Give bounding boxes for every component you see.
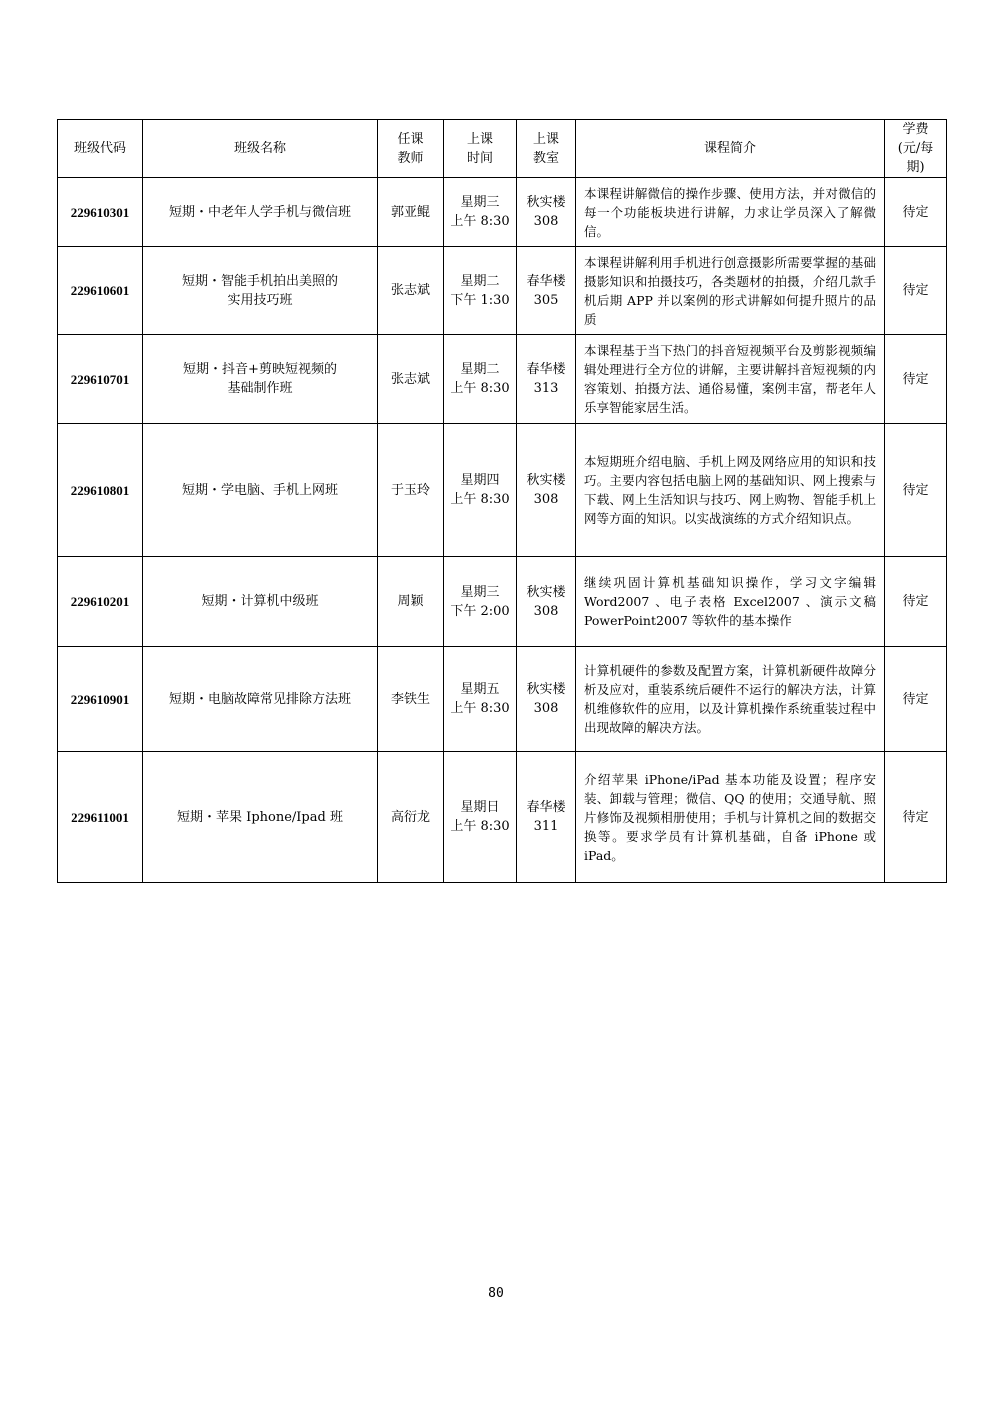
page-number: 80 — [488, 1286, 504, 1301]
tuition: 待定 — [885, 424, 947, 557]
teacher: 于玉玲 — [378, 424, 444, 557]
tuition: 待定 — [885, 178, 947, 247]
class-time: 星期二 下午 1:30 — [444, 247, 517, 335]
table-row — [58, 335, 947, 424]
classroom: 春华楼 313 — [517, 335, 576, 424]
class-code: 229610201 — [58, 557, 143, 647]
classroom: 春华楼 311 — [517, 752, 576, 883]
teacher: 张志斌 — [378, 247, 444, 335]
class-name: 短期・中老年人学手机与微信班 — [143, 178, 378, 247]
class-code: 229610701 — [58, 335, 143, 424]
class-time: 星期日 上午 8:30 — [444, 752, 517, 883]
classroom: 秋实楼 308 — [517, 178, 576, 247]
table-row — [58, 752, 947, 883]
class-code: 229610301 — [58, 178, 143, 247]
class-time: 星期四 上午 8:30 — [444, 424, 517, 557]
header-code: 班级代码 — [58, 120, 143, 178]
course-table — [57, 119, 947, 883]
header-time: 上课 时间 — [444, 120, 517, 178]
tuition: 待定 — [885, 557, 947, 647]
teacher: 李铁生 — [378, 647, 444, 752]
course-description: 本短期班介绍电脑、手机上网及网络应用的知识和技巧。主要内容包括电脑上网的基础知识、网上搜索与下载、网上生活知识与技巧、网上购物、智能手机上网等方面的知识。以实战演练的方式介绍知识点。 — [576, 424, 885, 557]
course-description: 继续巩固计算机基础知识操作，学习文字编辑 Word2007 、电子表格 Excel2007 、演示文稿 PowerPoint2007 等软件的基本操作 — [576, 557, 885, 647]
header-fee: 学费 (元/每 期) — [885, 120, 947, 178]
teacher: 周颖 — [378, 557, 444, 647]
tuition: 待定 — [885, 335, 947, 424]
classroom: 春华楼 305 — [517, 247, 576, 335]
class-code: 229610901 — [58, 647, 143, 752]
header-name: 班级名称 — [143, 120, 378, 178]
class-time: 星期三 下午 2:00 — [444, 557, 517, 647]
class-code: 229610801 — [58, 424, 143, 557]
table-row — [58, 557, 947, 647]
course-description: 介绍苹果 iPhone/iPad 基本功能及设置；程序安装、卸载与管理；微信、QQ 的使用；交通导航、照片修饰及视频相册使用；手机与计算机之间的数据交换等。要求学员有计算机基础，自备 iPhone 或 iPad。 — [576, 752, 885, 883]
table-row — [58, 178, 947, 247]
class-code: 229610601 — [58, 247, 143, 335]
class-time: 星期五 上午 8:30 — [444, 647, 517, 752]
teacher: 张志斌 — [378, 335, 444, 424]
course-description: 本课程讲解微信的操作步骤、使用方法，并对微信的每一个功能板块进行讲解，力求让学员深入了解微信。 — [576, 178, 885, 247]
teacher: 高衍龙 — [378, 752, 444, 883]
course-description: 本课程基于当下热门的抖音短视频平台及剪影视频编辑处理进行全方位的讲解，主要讲解抖音短视频的内容策划、拍摄方法、通俗易懂，案例丰富，帮老年人乐享智能家居生活。 — [576, 335, 885, 424]
tuition: 待定 — [885, 647, 947, 752]
classroom: 秋实楼 308 — [517, 557, 576, 647]
header-room: 上课 教室 — [517, 120, 576, 178]
class-name: 短期・计算机中级班 — [143, 557, 378, 647]
classroom: 秋实楼 308 — [517, 424, 576, 557]
header-desc: 课程简介 — [576, 120, 885, 178]
classroom: 秋实楼 308 — [517, 647, 576, 752]
tuition: 待定 — [885, 247, 947, 335]
header-teacher: 任课 教师 — [378, 120, 444, 178]
table-row — [58, 647, 947, 752]
class-name: 短期・抖音+剪映短视频的 基础制作班 — [143, 335, 378, 424]
class-time: 星期三 上午 8:30 — [444, 178, 517, 247]
tuition: 待定 — [885, 752, 947, 883]
class-time: 星期二 上午 8:30 — [444, 335, 517, 424]
teacher: 郭亚鲲 — [378, 178, 444, 247]
course-description: 计算机硬件的参数及配置方案，计算机新硬件故障分析及应对，重装系统后硬件不运行的解决方法，计算机维修软件的应用，以及计算机操作系统重装过程中出现故障的解决方法。 — [576, 647, 885, 752]
class-name: 短期・苹果 Iphone/Ipad 班 — [143, 752, 378, 883]
class-name: 短期・智能手机拍出美照的 实用技巧班 — [143, 247, 378, 335]
header-row — [58, 120, 947, 178]
class-code: 229611001 — [58, 752, 143, 883]
class-name: 短期・学电脑、手机上网班 — [143, 424, 378, 557]
table-row — [58, 247, 947, 335]
table-row — [58, 424, 947, 557]
course-description: 本课程讲解利用手机进行创意摄影所需要掌握的基础摄影知识和拍摄技巧，各类题材的拍摄，介绍几款手机后期 APP 并以案例的形式讲解如何提升照片的品质 — [576, 247, 885, 335]
class-name: 短期・电脑故障常见排除方法班 — [143, 647, 378, 752]
